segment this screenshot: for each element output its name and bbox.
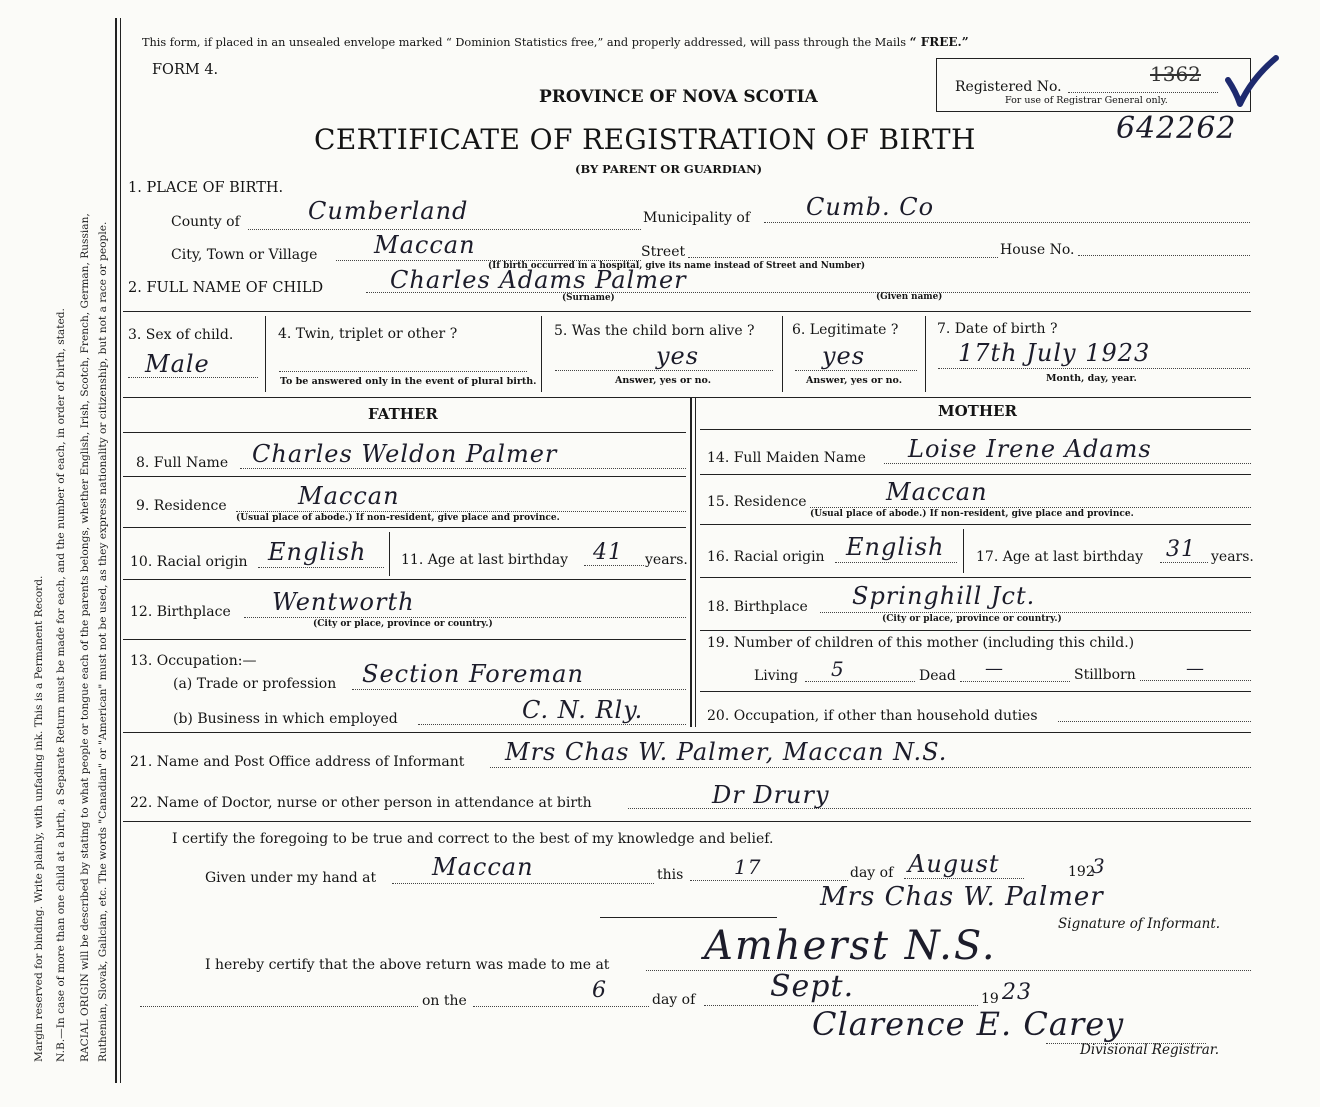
legitimate-value: yes bbox=[822, 342, 866, 370]
margin-rule-outer bbox=[115, 18, 117, 1083]
section-rule-2 bbox=[123, 397, 1251, 398]
city-value: Maccan bbox=[374, 231, 476, 259]
section-rule-3 bbox=[123, 732, 1251, 733]
doctor-value: Dr Drury bbox=[712, 781, 830, 809]
legitimate-line bbox=[795, 370, 917, 371]
father-birthplace-label: 12. Birthplace bbox=[130, 604, 231, 620]
children-count-label: 19. Number of children of this mother (including this child.) bbox=[707, 635, 1135, 651]
father-business-value: C. N. Rly. bbox=[522, 696, 644, 724]
margin-instruction-1: Margin reserved for binding. Write plainly, with unfading ink. This is a Permanent Record. bbox=[33, 575, 45, 1062]
given-place-line bbox=[392, 883, 654, 884]
signature-short-rule bbox=[600, 917, 777, 918]
father-business-line bbox=[418, 724, 686, 725]
born-alive-line bbox=[555, 370, 773, 371]
registrar-lead-line bbox=[140, 1006, 418, 1007]
father-rule-2 bbox=[123, 476, 686, 477]
dead-line bbox=[960, 681, 1070, 682]
row1-divider-3 bbox=[782, 316, 783, 392]
mother-rule-2 bbox=[700, 474, 1251, 475]
mother-residence-value: Maccan bbox=[886, 478, 988, 506]
certification-statement: I certify the foregoing to be true and correct to the best of my knowledge and belief. bbox=[172, 831, 774, 847]
father-racial-label: 10. Racial origin bbox=[130, 554, 248, 570]
dead-value: — bbox=[985, 658, 1004, 679]
legitimate-note: Answer, yes or no. bbox=[806, 375, 903, 386]
mother-racial-divider bbox=[963, 529, 964, 573]
row1-divider-2 bbox=[541, 316, 542, 392]
row1-divider-4 bbox=[925, 316, 926, 392]
registrar-day-line bbox=[473, 1006, 649, 1007]
mother-years-label: years. bbox=[1211, 549, 1254, 565]
sex-label: 3. Sex of child. bbox=[128, 327, 234, 343]
mother-birthplace-value: Springhill Jct. bbox=[852, 582, 1036, 610]
registrar-caption: Divisional Registrar. bbox=[1080, 1042, 1220, 1058]
municipality-label: Municipality of bbox=[643, 210, 751, 226]
given-this-label: this bbox=[657, 867, 684, 883]
father-birthplace-line bbox=[244, 617, 686, 618]
mother-racial-line bbox=[835, 562, 957, 563]
date-of-birth-value: 17th July 1923 bbox=[958, 339, 1151, 367]
twin-line bbox=[279, 371, 527, 372]
row1-divider-1 bbox=[265, 316, 266, 392]
mother-birthplace-line bbox=[820, 612, 1251, 613]
father-rule-5 bbox=[123, 639, 686, 640]
county-value: Cumberland bbox=[308, 197, 469, 225]
registered-number-note: For use of Registrar General only. bbox=[1005, 95, 1168, 106]
mother-occupation-label: 20. Occupation, if other than household duties bbox=[707, 708, 1038, 724]
given-day-value: 17 bbox=[734, 855, 762, 879]
postal-notice-text: This form, if placed in an unsealed envelope marked “ Dominion Statistics free,” and properly addressed, will pass through the Mails bbox=[142, 36, 907, 49]
given-under-label: Given under my hand at bbox=[205, 870, 377, 886]
mother-birthplace-note: (City or place, province or country.) bbox=[882, 614, 1062, 624]
street-line bbox=[688, 257, 998, 258]
father-birthplace-note: (City or place, province or country.) bbox=[313, 619, 493, 629]
father-years-label: years. bbox=[645, 552, 688, 568]
mother-rule-4 bbox=[700, 577, 1251, 578]
mother-rule-5 bbox=[700, 630, 1251, 631]
father-heading: FATHER bbox=[368, 405, 438, 423]
living-label: Living bbox=[754, 668, 799, 684]
registrar-place-value: Amherst N.S. bbox=[704, 923, 997, 969]
twin-note: To be answered only in the event of plural birth. bbox=[280, 376, 537, 387]
father-name-line bbox=[240, 468, 686, 469]
certificate-title: CERTIFICATE OF REGISTRATION OF BIRTH bbox=[314, 123, 976, 156]
child-name-label: 2. FULL NAME OF CHILD bbox=[128, 280, 324, 296]
date-of-birth-label: 7. Date of birth ? bbox=[937, 321, 1058, 337]
county-label: County of bbox=[171, 214, 240, 230]
postal-notice-free: “ FREE.” bbox=[909, 35, 969, 49]
stillborn-label: Stillborn bbox=[1074, 667, 1136, 683]
given-day-of-label: day of bbox=[850, 865, 894, 881]
registered-number-label: Registered No. bbox=[955, 79, 1062, 95]
mother-age-value: 31 bbox=[1166, 537, 1196, 562]
registrar-year-prefix: 19 bbox=[981, 991, 999, 1007]
stillborn-line bbox=[1140, 680, 1251, 681]
city-label: City, Town or Village bbox=[171, 247, 318, 263]
father-trade-label: (a) Trade or profession bbox=[173, 676, 337, 692]
dead-label: Dead bbox=[919, 668, 956, 684]
place-of-birth-heading: 1. PLACE OF BIRTH. bbox=[128, 180, 284, 196]
father-birthplace-value: Wentworth bbox=[272, 588, 415, 616]
registered-number-handwritten: 642262 bbox=[1116, 111, 1237, 146]
postal-notice bbox=[142, 36, 969, 48]
section-rule-1 bbox=[123, 311, 1251, 312]
section-rule-4 bbox=[123, 821, 1251, 822]
given-month-value: August bbox=[908, 850, 1000, 878]
registrar-day-value: 6 bbox=[592, 978, 607, 1003]
mother-name-label: 14. Full Maiden Name bbox=[707, 450, 866, 466]
surname-note: (Surname) bbox=[562, 293, 615, 303]
mother-age-label: 17. Age at last birthday bbox=[976, 549, 1144, 565]
father-occupation-label: 13. Occupation:— bbox=[130, 653, 257, 669]
father-residence-label: 9. Residence bbox=[136, 498, 227, 514]
registrar-year-suffix: 23 bbox=[1002, 980, 1032, 1005]
mother-residence-label: 15. Residence bbox=[707, 494, 807, 510]
father-residence-line bbox=[236, 511, 686, 512]
registrar-signature: Clarence E. Carey bbox=[812, 1005, 1125, 1043]
informant-label: 21. Name and Post Office address of Informant bbox=[130, 754, 465, 770]
hospital-note: (If birth occurred in a hospital, give its name instead of Street and Number) bbox=[488, 261, 866, 271]
margin-instruction-4: Ruthenian, Slovak, Galician, etc. The words "Canadian" or "American" must not be used, as they express nationality or citizenship, but not a race or people. bbox=[97, 221, 109, 1062]
father-racial-line bbox=[258, 567, 384, 568]
province-heading: PROVINCE OF NOVA SCOTIA bbox=[539, 87, 818, 107]
registered-number-line bbox=[1068, 92, 1218, 93]
mother-rule-3 bbox=[700, 524, 1251, 525]
mother-occupation-line bbox=[1058, 721, 1251, 722]
sex-value: Male bbox=[145, 350, 210, 378]
margin-rule-inner bbox=[120, 18, 121, 1083]
mother-age-line bbox=[1160, 562, 1208, 563]
born-alive-note: Answer, yes or no. bbox=[615, 375, 712, 386]
date-of-birth-note: Month, day, year. bbox=[1046, 373, 1137, 384]
given-year-prefix: 192 bbox=[1068, 864, 1095, 880]
house-number-line bbox=[1078, 255, 1250, 256]
mother-racial-label: 16. Racial origin bbox=[707, 549, 825, 565]
given-place-value: Maccan bbox=[432, 853, 534, 881]
form-number: FORM 4. bbox=[152, 62, 219, 78]
informant-signature: Mrs Chas W. Palmer bbox=[820, 882, 1104, 912]
given-name-note: (Given name) bbox=[876, 292, 943, 302]
stillborn-value: — bbox=[1186, 658, 1205, 679]
living-value: 5 bbox=[831, 657, 845, 681]
mother-rule-1 bbox=[700, 429, 1251, 430]
mother-name-value: Loise Irene Adams bbox=[908, 435, 1152, 463]
born-alive-value: yes bbox=[656, 342, 700, 370]
father-age-line bbox=[584, 565, 644, 566]
informant-line bbox=[490, 767, 1251, 768]
father-rule-4 bbox=[123, 579, 686, 580]
registrar-on-the-label: on the bbox=[422, 993, 467, 1009]
father-rule-1 bbox=[123, 432, 686, 433]
mother-birthplace-label: 18. Birthplace bbox=[707, 599, 808, 615]
mother-racial-value: English bbox=[846, 533, 945, 561]
father-mother-divider-1 bbox=[690, 397, 692, 727]
registrar-day-of-label: day of bbox=[652, 992, 696, 1008]
father-trade-line bbox=[352, 689, 686, 690]
registrar-statement: I hereby certify that the above return was made to me at bbox=[205, 957, 610, 973]
street-label: Street bbox=[641, 244, 686, 260]
given-year-suffix: 3 bbox=[1092, 854, 1106, 878]
municipality-line bbox=[764, 222, 1250, 223]
certificate-subtitle: (BY PARENT OR GUARDIAN) bbox=[575, 162, 763, 176]
registrar-month-value: Sept. bbox=[770, 969, 855, 1004]
house-number-label: House No. bbox=[1000, 242, 1075, 258]
father-name-value: Charles Weldon Palmer bbox=[252, 440, 558, 468]
father-residence-value: Maccan bbox=[298, 482, 400, 510]
father-trade-value: Section Foreman bbox=[362, 660, 584, 688]
county-line bbox=[248, 229, 641, 230]
father-age-value: 41 bbox=[593, 540, 623, 565]
margin-instruction-3: RACIAL ORIGIN will be described by stating to what people or tongue each of the parents belongs, whether English, Irish, Scotch, French, German, Russian, bbox=[79, 213, 91, 1062]
municipality-value: Cumb. Co bbox=[806, 193, 935, 221]
born-alive-label: 5. Was the child born alive ? bbox=[554, 323, 755, 339]
father-business-label: (b) Business in which employed bbox=[173, 711, 398, 727]
father-racial-divider bbox=[389, 532, 390, 576]
doctor-label: 22. Name of Doctor, nurse or other person in attendance at birth bbox=[130, 795, 592, 811]
informant-value: Mrs Chas W. Palmer, Maccan N.S. bbox=[505, 738, 948, 766]
father-age-label: 11. Age at last birthday bbox=[401, 552, 569, 568]
mother-residence-note: (Usual place of abode.) If non-resident, give place and province. bbox=[810, 509, 1134, 519]
father-residence-note: (Usual place of abode.) If non-resident, give place and province. bbox=[236, 513, 560, 523]
living-line bbox=[805, 681, 915, 682]
legitimate-label: 6. Legitimate ? bbox=[792, 322, 899, 338]
father-rule-3 bbox=[123, 527, 686, 528]
mother-heading: MOTHER bbox=[938, 402, 1017, 420]
child-name-value: Charles Adams Palmer bbox=[390, 266, 687, 294]
informant-signature-caption: Signature of Informant. bbox=[1058, 916, 1221, 932]
check-mark-icon bbox=[1222, 52, 1282, 112]
given-month-line bbox=[904, 878, 1024, 879]
mother-rule-6 bbox=[700, 691, 1251, 692]
date-of-birth-line bbox=[938, 368, 1250, 369]
father-racial-value: English bbox=[268, 538, 367, 566]
registered-number-struck: 1362 bbox=[1150, 62, 1201, 86]
father-name-label: 8. Full Name bbox=[136, 455, 229, 471]
margin-instruction-2: N.B.—In case of more than one child at a birth, a Separate Return must be made for each, and the number of each, in order of birth, stated. bbox=[55, 308, 67, 1062]
registrar-place-line bbox=[646, 970, 1251, 971]
father-mother-divider-2 bbox=[695, 397, 696, 727]
given-day-line bbox=[690, 880, 848, 881]
twin-label: 4. Twin, triplet or other ? bbox=[278, 326, 458, 342]
mother-name-line bbox=[884, 463, 1251, 464]
mother-residence-line bbox=[810, 507, 1251, 508]
